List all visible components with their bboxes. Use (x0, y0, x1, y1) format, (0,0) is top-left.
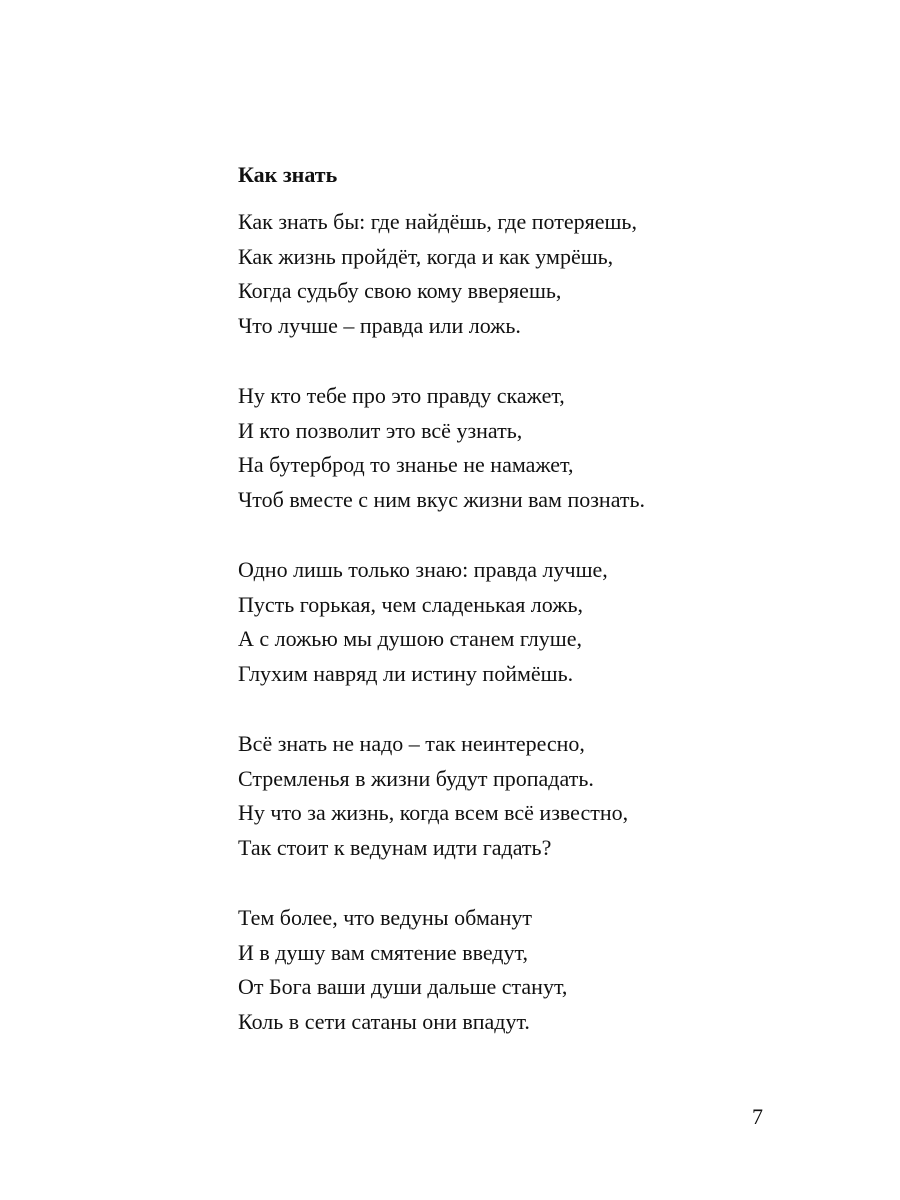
poem-line: Как знать бы: где найдёшь, где потеряешь, (238, 209, 637, 234)
poem (238, 160, 798, 1075)
poem-line: Коль в сети сатаны они впадут. (238, 1008, 530, 1034)
poem-line: Ну кто тебе про это правду скажет, (238, 383, 565, 408)
poem-line: Что лучше – правда или ложь. (238, 312, 521, 338)
poem-line: Всё знать не надо – так неинтересно, (238, 731, 585, 756)
stanza-1 (238, 205, 798, 343)
poem-line: Глухим навряд ли истину поймёшь. (238, 660, 574, 686)
poem-line: Так стоит к ведунам идти гадать? (238, 834, 552, 860)
poem-line: Стремленья в жизни будут пропадать. (238, 765, 594, 791)
poem-line: Тем более, что ведуны обманут (238, 905, 532, 930)
stanza-3 (238, 553, 798, 691)
stanza-2 (238, 379, 798, 517)
page-number: 7 (752, 1104, 763, 1129)
poem-line: Когда судьбу свою кому вверяешь, (238, 278, 562, 303)
poem-line: Пусть горькая, чем сладенькая ложь, (238, 591, 583, 617)
poem-line: Одно лишь только знаю: правда лучше, (238, 557, 608, 582)
poem-line: И кто позволит это всё узнать, (238, 417, 523, 443)
poem-line: А с ложью мы душою станем глуше, (238, 626, 582, 651)
poem-line: Ну что за жизнь, когда всем всё известно, (238, 800, 629, 825)
poem-line: На бутерброд то знанье не намажет, (238, 452, 574, 477)
stanza-5 (238, 901, 798, 1039)
poem-line: От Бога ваши души дальше станут, (238, 974, 568, 999)
poem-line: Как жизнь пройдёт, когда и как умрёшь, (238, 243, 614, 269)
stanza-4 (238, 727, 798, 865)
poem-line: Чтоб вместе с ним вкус жизни вам познать. (238, 486, 646, 512)
poem-title: Как знать (238, 162, 338, 187)
poem-line: И в душу вам смятение введут, (238, 939, 528, 965)
